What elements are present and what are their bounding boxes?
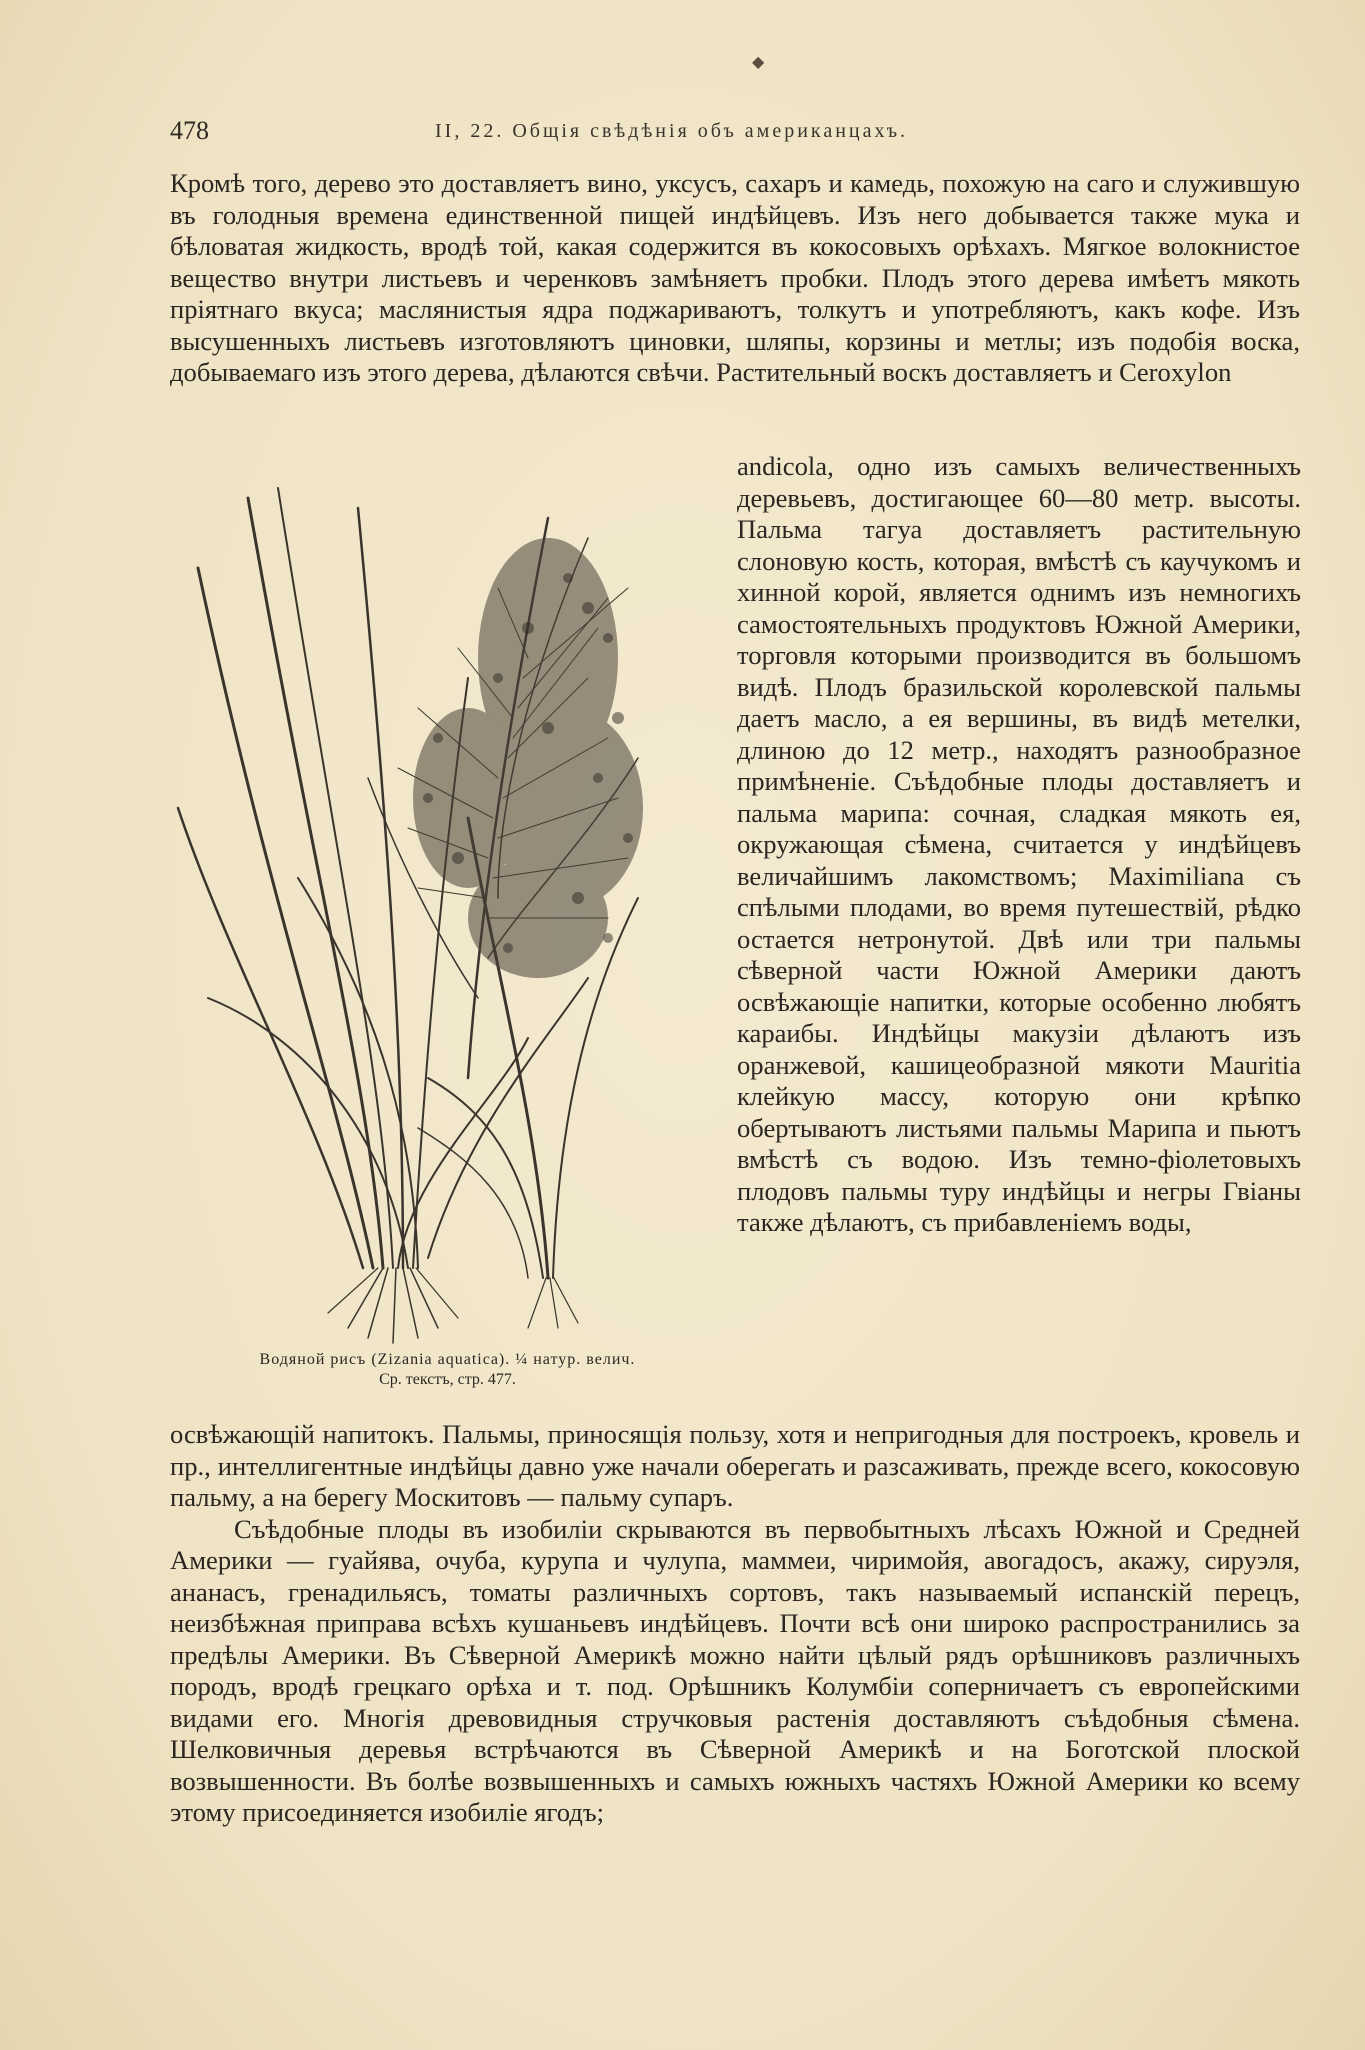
wild-rice-engraving xyxy=(168,478,728,1348)
paragraph-top: Кромѣ того, дерево это доставляетъ вино, уксусъ, сахаръ и камедь, похожую на саго и служившую въ голодныя времена единственной пищей индѣйцевъ. Изъ него добывается также мука и бѣловатая жидкость, вродѣ той, какая содержится въ кокосовыхъ орѣхахъ. Мягкое волокнистое вещество внутри листьевъ и черенковъ замѣняетъ пробки. Плодъ этого дерева имѣетъ мякоть пріятнаго вкуса; маслянистыя ядра поджариваютъ, толкутъ и употребляютъ, какъ кофе. Изъ высушенныхъ листьевъ изготовляютъ циновки, шляпы, корзины и метлы; изъ подобія воска, добываемаго изъ этого дерева, дѣлаются свѣчи. Растительный воскъ доставляетъ и Ceroxylon xyxy=(170,168,1300,387)
paragraph-bottom-1: освѣжающій напитокъ. Пальмы, приносящія пользу, хотя и непригодныя для построекъ, кровель и пр., интеллигентные индѣйцы давно уже начали оберегать и разсаживать, прежде всего, кокосовую пальму, а на берегу Москитовъ — пальму супаръ. xyxy=(170,1419,1300,1512)
page-ornament: ◆ xyxy=(752,52,765,71)
page-number: 478 xyxy=(170,116,209,145)
paragraph-side-column: andicola, одно изъ самыхъ величественныхъ деревьевъ, достигающее 60—80 метр. высоты. Пальма тагуа доставляетъ растительную слоновую кость, которая, вмѣстѣ съ каучукомъ и хинной корой, является однимъ изъ немногихъ самостоятельныхъ продуктовъ Южной Америки, торговля которыми производится въ большомъ видѣ. Плодъ бразильской королевской пальмы даетъ масло, а ея вершины, въ видѣ метелки, длиною до 12 метр., находятъ разнообразное примѣненіе. Съѣдобные плоды доставляетъ и пальма марипа: сочная, сладкая мякоть ея, окружающая сѣмена, считается у индѣйцевъ величайшимъ лакомствомъ; Maximiliana съ спѣлыми плодами, во время путешествій, рѣдко остается нетронутой. Двѣ или три пальмы сѣверной части Южной Америки даютъ освѣжающіе напитки, которые особенно любятъ караибы. Индѣйцы макузіи дѣлаютъ изъ оранжевой, кашицеобразной мякоти Mauritia клейкую массу, которую они крѣпко обертываютъ листьями пальмы Марипа и пьютъ вмѣстѣ съ водою. Изъ темно-фіолетовыхъ плодовъ пальмы туру индѣйцы и негры Гвіаны также дѣлаютъ, съ прибавленіемъ воды, xyxy=(737,451,1301,1237)
caption-line-1: Водяной рисъ (Zizania aquatica). ¼ натур. велич. xyxy=(259,1351,636,1368)
wild-rice-illustration xyxy=(168,478,728,1348)
running-head: II, 22. Общія свѣдѣнія объ американцахъ. xyxy=(435,120,909,142)
page-header xyxy=(170,116,1300,148)
bottom-text-block xyxy=(170,1419,1300,1829)
figure-caption xyxy=(170,1350,725,1390)
caption-line-2: Ср. текстъ, стр. 477. xyxy=(379,1371,516,1388)
paragraph-bottom-2: Съѣдобные плоды въ изобиліи скрываются въ первобытныхъ лѣсахъ Южной и Средней Америки — гуайява, очуба, курупа и чулупа, маммеи, чиримойя, авогадосъ, акажу, сируэля, ананасъ, гренадильясъ, томаты различныхъ сортовъ, такъ называемый испанскій перецъ, неизбѣжная приправа всѣхъ кушаньевъ индѣйцевъ. Почти всѣ они широко распространились за предѣлы Америки. Въ Сѣверной Америкѣ можно найти цѣлый рядъ орѣшниковъ различныхъ породъ, вродѣ грецкаго орѣха и т. под. Орѣшникъ Колумбіи соперничаетъ съ европейскими видами его. Многія древовидныя стручковыя растенія доставляютъ съѣдобныя сѣмена. Шелковичныя деревья встрѣчаются въ Сѣверной Америкѣ и на Боготской плоской возвышенности. Въ болѣе возвышенныхъ и самыхъ южныхъ частяхъ Южной Америки ко всему этому присоединяется изобиліе ягодъ; xyxy=(170,1513,1300,1827)
